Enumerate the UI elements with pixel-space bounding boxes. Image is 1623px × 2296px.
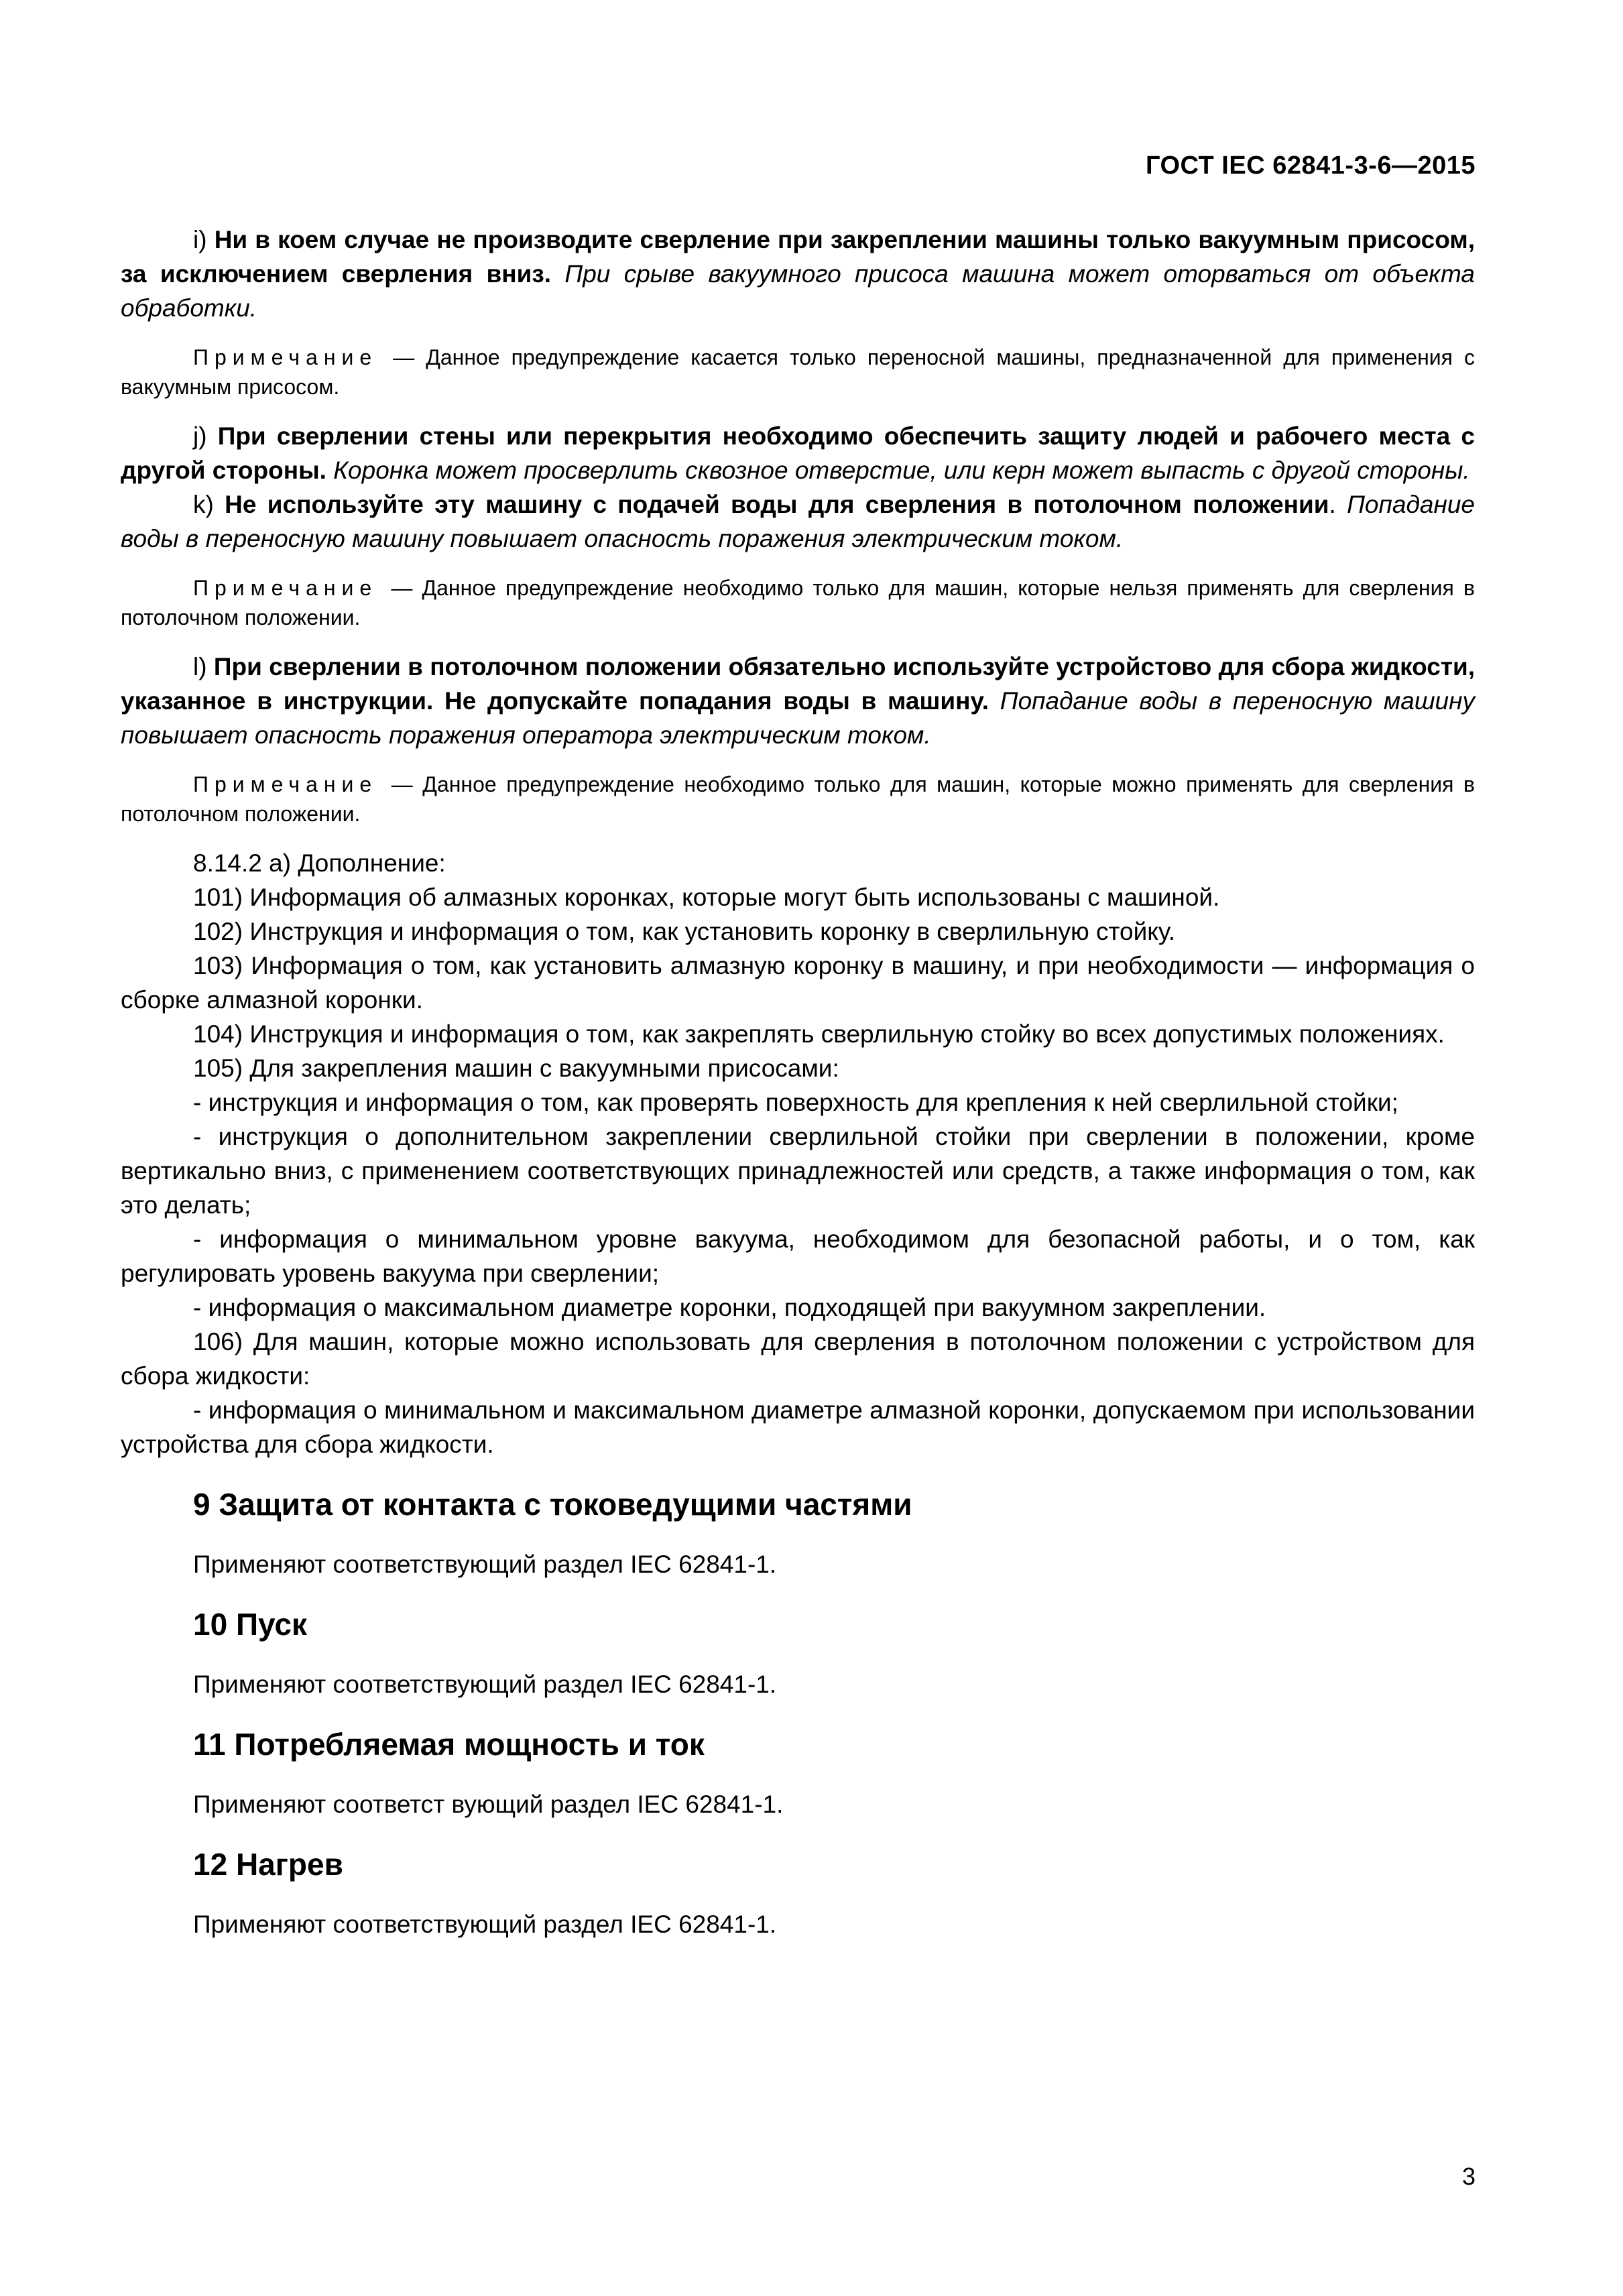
page-number: 3 xyxy=(1461,2163,1476,2190)
note-k xyxy=(121,573,1475,632)
note-label: Примечание xyxy=(193,772,378,796)
item-j-explanation: Коронка может просверлить сквозное отверстие, или керн может выпасть с другой стороны. xyxy=(326,457,1470,484)
section-10-title: 10 Пуск xyxy=(193,1607,308,1642)
item-l-prefix: l) xyxy=(193,653,214,680)
item-i-explanation: При срыве вакуумного присоса машина может оторваться от объекта обработки. xyxy=(121,260,1475,322)
list-line: 8.14.2 а) Дополнение: xyxy=(193,849,446,877)
section-9-title: 9 Защита от контакта с токоведущими частями xyxy=(193,1487,912,1522)
section-12-text: Применяют соответствующий раздел IEC 62841-1. xyxy=(193,1911,777,1938)
section-11-text: Применяют соответст вующий раздел IEC 62841-1. xyxy=(193,1791,784,1818)
note-text: — Данное предупреждение необходимо только для машин, которые нельзя применять для сверления в потолочном положении. xyxy=(121,576,1475,629)
note-l xyxy=(121,770,1475,829)
list-line: - информация о минимальном уровне вакуума, необходимом для безопасной работы, и о том, как регулировать уровень вакуума при сверлении; xyxy=(121,1225,1475,1287)
section-9-text: Применяют соответствующий раздел IEC 62841-1. xyxy=(193,1551,777,1578)
list-line: 101) Информация об алмазных коронках, которые могут быть использованы с машиной. xyxy=(193,884,1220,911)
item-j xyxy=(121,419,1475,487)
list-line: - информация о максимальном диаметре коронки, подходящей при вакуумном закреплении. xyxy=(193,1294,1266,1321)
list-line: 102) Инструкция и информация о том, как установить коронку в сверлильную стойку. xyxy=(193,918,1175,945)
item-k-prefix: k) xyxy=(193,491,225,518)
list-line: 106) Для машин, которые можно использовать для сверления в потолочном положении с устройством для сбора жидкости: xyxy=(121,1328,1475,1390)
item-j-prefix: j) xyxy=(193,422,218,450)
item-i xyxy=(121,223,1475,325)
item-i-warning: Ни в коем случае не производите сверление при закреплении машины только вакуумным присосом, за исключением сверления вниз. xyxy=(121,226,1475,288)
note-text: — Данное предупреждение касается только переносной машины, предназначенной для применения с вакуумным присосом. xyxy=(121,345,1475,399)
requirements-list xyxy=(121,846,1475,1461)
note-text: — Данное предупреждение необходимо только для машин, которые можно применять для сверления в потолочном положении. xyxy=(121,772,1475,826)
list-line: 103) Информация о том, как установить алмазную коронку в машину, и при необходимости — информация о сборке алмазной коронки. xyxy=(121,952,1475,1014)
list-line: - информация о минимальном и максимальном диаметре алмазной коронки, допускаемом при использовании устройства для сбора жидкости. xyxy=(121,1396,1475,1458)
item-i-prefix: i) xyxy=(193,226,215,253)
section-12-title: 12 Нагрев xyxy=(193,1847,343,1882)
item-k-warning: Не используйте эту машину с подачей воды для сверления в потолочном положении xyxy=(225,491,1329,518)
item-k-period: . xyxy=(1329,491,1336,518)
item-l-explanation: Попадание воды в переносную машину повышает опасность поражения оператора электрическим током. xyxy=(121,687,1475,749)
document-body xyxy=(121,223,1475,1941)
list-line: - инструкция и информация о том, как проверять поверхность для крепления к ней сверлильной стойки; xyxy=(193,1089,1398,1116)
item-l xyxy=(121,650,1475,752)
item-k xyxy=(121,487,1475,556)
item-j-warning: При сверлении стены или перекрытия необходимо обеспечить защиту людей и рабочего места с другой стороны. xyxy=(121,422,1475,484)
note-label: Примечание xyxy=(193,576,378,600)
item-k-explanation: Попадание воды в переносную машину повышает опасность поражения электрическим током. xyxy=(121,491,1475,552)
list-line: 105) Для закрепления машин с вакуумными присосами: xyxy=(193,1054,839,1082)
list-line: - инструкция о дополнительном закреплении сверлильной стойки при сверлении в положении, кроме вертикально вниз, с применением соответствующих принадлежностей или средств, а также информация о том, как это делать; xyxy=(121,1123,1475,1219)
section-10-text: Применяют соответствующий раздел IEC 62841-1. xyxy=(193,1671,777,1698)
note-label: Примечание xyxy=(193,345,378,369)
list-line: 104) Инструкция и информация о том, как закреплять сверлильную стойку во всех допустимых положениях. xyxy=(193,1020,1445,1048)
item-l-warning: При сверлении в потолочном положении обязательно используйте устройстово для сбора жидкости, указанное в инструкции. Не допускайте попадания воды в машину. xyxy=(121,653,1475,715)
document-header: ГОСТ IEC 62841-3-6—2015 xyxy=(1145,152,1476,180)
section-11-title: 11 Потребляемая мощность и ток xyxy=(193,1727,705,1762)
note-i xyxy=(121,343,1475,402)
